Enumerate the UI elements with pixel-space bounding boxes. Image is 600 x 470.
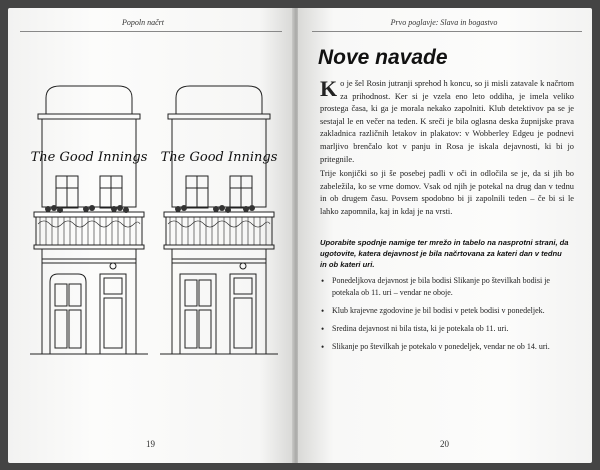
running-head-right: Prvo poglavje: Slava in bogastvo <box>390 18 498 27</box>
clue-item: • Sredina dejavnost ni bila tista, ki je potekala ob 11. uri. <box>320 323 576 335</box>
puzzle-instructions: Uporabite spodnje namige ter mrežo in tabelo na nasprotni strani, da ugotovite, katera dejavnost je bila načrtovana za kateri dan v tednu in ob kateri uri. <box>320 238 569 269</box>
drop-cap: K <box>320 76 338 101</box>
left-page <box>8 8 294 463</box>
page-number-right: 20 <box>440 439 449 449</box>
page-number-left: 19 <box>146 439 155 449</box>
sign-text-2: The Good Innings <box>160 150 278 165</box>
clue-item: • Ponedeljkova dejavnost je bila bodisi Slikanje po številkah bodisi je potekala ob 11. uri – vendar ne oboje. <box>320 275 576 299</box>
sign-text-1: The Good Innings <box>30 150 148 165</box>
paragraph-1-text: o je šel Rosin jutranji sprehod h koncu, so ji misli zatavale k načrtom za prihodnost. Ker si je vzela eno leto oddiha, je imela veliko prostega časa, ki ga je morala nekako zapolniti. Klub detektivov pa se je sestajal le en večer na teden. K sreči je bila oglasna deska župnijske prava zakladnica različnih letakov in plakatov: v Wobberley Edgeu je podnevi marljivo brenčalo kot v panju in Rosa je iskala dejavnosti, ki bi jo pritegnile. <box>320 79 574 164</box>
house-illustration-2 <box>160 84 278 359</box>
clue-list <box>320 275 576 359</box>
header-rule-right <box>312 31 582 32</box>
running-head-left: Popoln načrt <box>122 18 164 27</box>
house-illustration-1 <box>30 84 148 359</box>
section-title: Nove navade <box>318 46 448 69</box>
right-page <box>298 8 592 463</box>
paragraph-1 <box>320 78 574 166</box>
clue-item: • Slikanje po številkah je potekalo v ponedeljek, vendar ne ob 14. uri. <box>320 341 576 353</box>
clue-item: • Klub krajevne zgodovine je bil bodisi v petek bodisi v ponedeljek. <box>320 305 576 317</box>
paragraph-2: Trije konjički so ji še posebej padli v oči in odločila se je, da si jih bo zabeležila, ko se vrne domov. Vsak od njih je potekal na drug dan v tednu in ob drugem času. Povsem spodobno bi ji zapolnili teden – če bi si le lahko zapomnila, kaj in kdaj je na vrsti. <box>320 169 574 216</box>
header-rule-left <box>20 31 282 32</box>
